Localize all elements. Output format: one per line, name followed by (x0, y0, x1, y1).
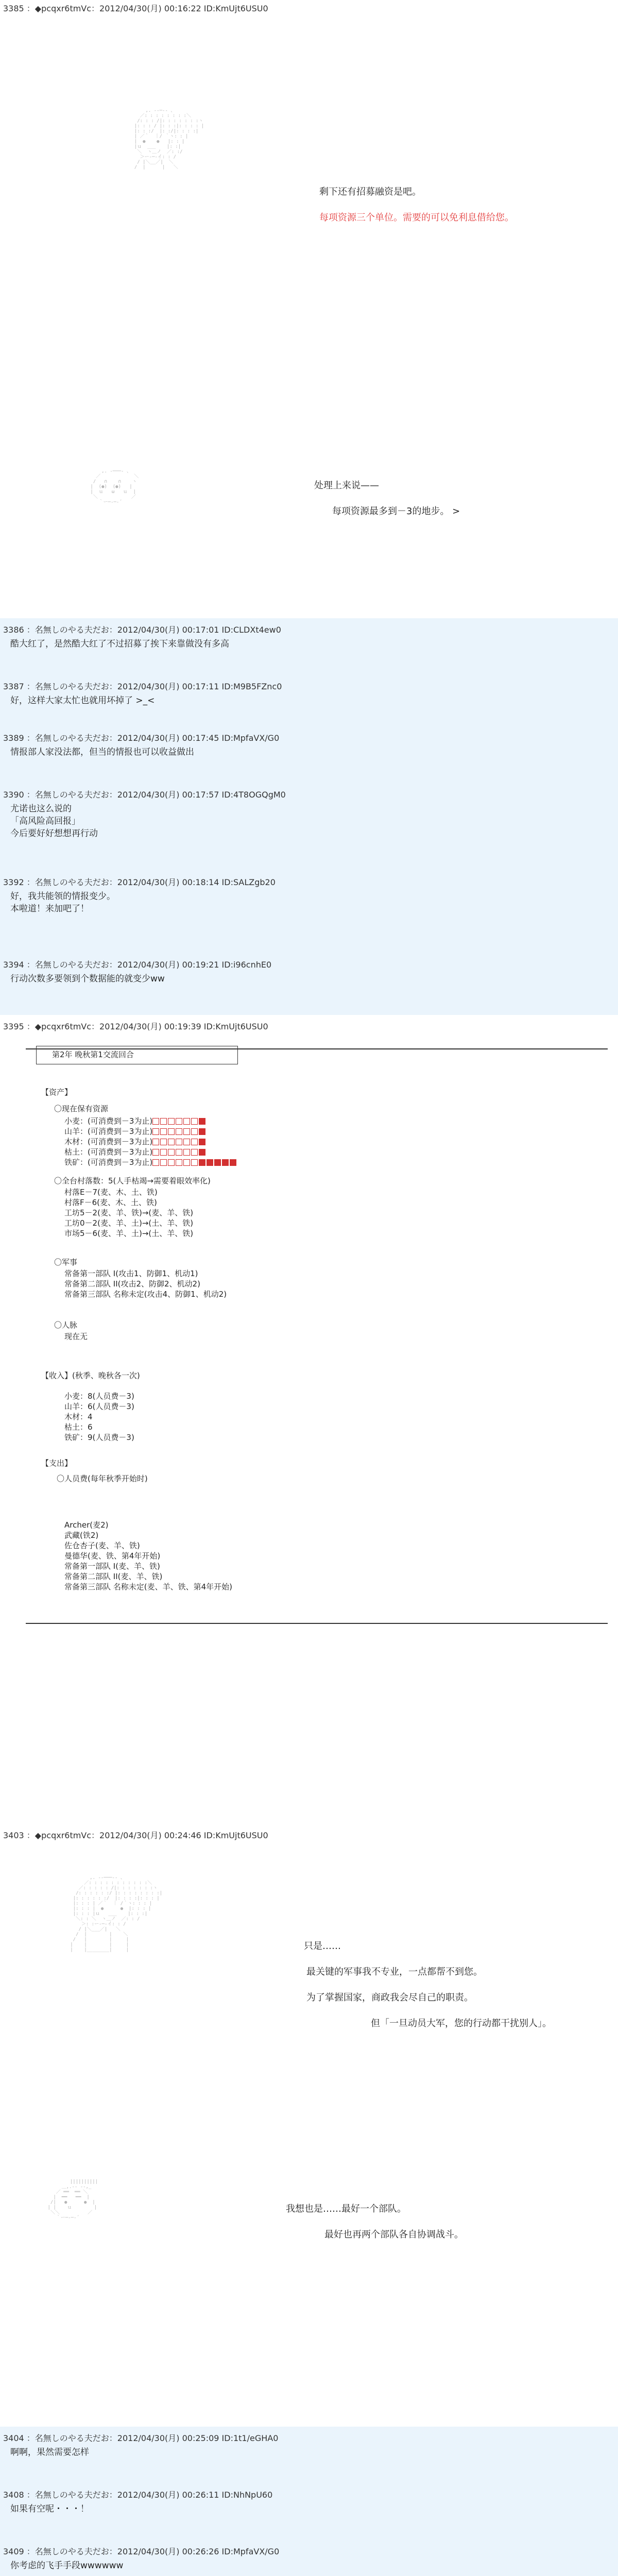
expense-item: 常备第二部队 II(麦、羊、铁) (64, 1572, 163, 1581)
towns-header: 〇全台村落数：5(人手枯竭→需要着眼效率化) (54, 1176, 211, 1185)
ascii-art-face: |||||||||| ＿,.-‐ ‐-,_ ／ ══ ══ ＼ | ━━ ━━ | /| ● ● | | | ｕ | ＼＼ ／ ｀ー─‐─‐´ (47, 2179, 98, 2221)
post-body: 行动次数多要领到个数据能的就变少ww (10, 974, 165, 984)
post-header: 3394 ：名無しのやる夫だお：2012/04/30(月) 00:19:21 ID:i96cnhE0 (3, 960, 272, 970)
expense-list (57, 1473, 469, 1484)
dialog-line: 我想也是……最好一个部队。 (286, 2204, 406, 2214)
personnel-item: 现在无 (64, 1332, 88, 1341)
military-item: 常备第一部队 I(攻击1、防御1、机动1) (64, 1269, 198, 1278)
resource-label: 木材：(可消费到－3为止) (64, 1137, 153, 1146)
post-header: 3409 ：名無しのやる夫だお：2012/04/30(月) 00:26:26 ID:MpfaVX/G0 (3, 2547, 280, 2556)
post-header: 3395 ：◆pcqxr6tmVc：2012/04/30(月) 00:19:39 ID:KmUjt6USU0 (3, 1022, 268, 1031)
post-body: 尤诺也这么说的 「高风险高回报」 今后要好好想想再行动 (10, 804, 98, 839)
dialog-line: 最好也再两个部队各自协调战斗。 (324, 2229, 464, 2240)
post-header: 3385 ：◆pcqxr6tmVc：2012/04/30(月) 00:16:22 ID:KmUjt6USU0 (3, 4, 268, 13)
military-item: 常备第二部队 II(攻击2、防御2、机动2) (64, 1279, 200, 1289)
resource-label: 枯土：(可消费到－3为止) (64, 1147, 153, 1157)
expense-item: 常备第三部队 名称未定(麦、羊、铁、第4年开始) (64, 1582, 233, 1591)
post-header: 3390 ：名無しのやる夫だお：2012/04/30(月) 00:17:57 ID:4T8OGQgM0 (3, 790, 286, 800)
resource-list (64, 1116, 237, 1167)
dialog-line-highlight: 每项资源三个单位。需要的可以免利息借给您。 (319, 212, 514, 223)
personnel-header: 〇人脉 (54, 1320, 78, 1330)
status-title: 第2年 晚秋第1交流回合 (52, 1050, 134, 1059)
post-header: 3403 ：◆pcqxr6tmVc：2012/04/30(月) 00:24:46 ID:KmUjt6USU0 (3, 1831, 268, 1840)
income-item: 山羊：6(人员费－3) (64, 1402, 134, 1411)
post-3387 (0, 675, 618, 726)
income-item: 铁矿：9(人员费－3) (64, 1433, 134, 1442)
income-item: 木材：4 (64, 1412, 93, 1421)
resource-row (64, 1157, 237, 1167)
post-header: 3392 ：名無しのやる夫だお：2012/04/30(月) 00:18:14 ID:SALZgb20 (3, 877, 276, 887)
ascii-art-face: ,. -───- 、 ／ ＼ / ∩ ∩ ヽ | (●) (●) | | ｕ ω ｕ | ＼ ／ ｀ー─‐─‐´ (90, 469, 139, 505)
ascii-art-character: ,. -‐─‐- 、 ／: : : : : : : :＼ /: : : /|: : : : : : :ヽ |: : : / |: : :|: : : : | |: : :/ |: :/|: : : :| | ／｀ ｜/ ｀ヽ: : | | ● ● |: : | |ｕ ___ |: :| ＼ ヽ＿ノ ／: :/ ＞ー‐─‐イ: : / / |＼__／| ＼ / | | ＼ (134, 108, 204, 170)
post-body: 如果有空呢・・・！ (10, 2504, 89, 2514)
ascii-art-character: ,. -‐───‐- 、 ／: : : : : : : : : : :＼ ／: : : : : /|: : : : : : :ヽ /: : : : : :/ |: : : : : : : :| |: : : : : :/ |: : : :|: : : | |: : : | ／｀ ｜ /｀ヽ: : : | |: : : | ● ● |: : : | |: : : |ｕ ___ |: : :| ＼: : ＼ ヽ＿ノ ／: : / ＞: :ー‐─‐イ: : / / |＼___／| ＼ / | | ＼ / | | | | | | | | |________| | (70, 1875, 163, 1953)
post-3404 (0, 2427, 618, 2483)
dialog-line: 只是…… (304, 1941, 341, 1952)
post-3386 (0, 618, 618, 675)
post-3385 (0, 0, 618, 618)
resource-label: 小麦：(可消费到－3为止) (64, 1116, 153, 1126)
town-item: 工坊0－2(麦、羊、土)→(土、羊、铁) (64, 1218, 194, 1228)
post-3390 (0, 783, 618, 871)
post-3395-status-cont (0, 1520, 618, 1654)
post-body: 酷大红了，是然酷大红了不过招募了挨下来靠做没有多高 (10, 639, 229, 649)
holdings-header: 〇现在保有资源 (54, 1104, 109, 1113)
resource-row (64, 1147, 237, 1157)
income-item: 枯土：6 (64, 1422, 93, 1432)
expense-item: 〇人员费(每年秋季开始时) (57, 1474, 148, 1483)
town-list (64, 1187, 193, 1239)
post-body: 啊啊，果然需要怎样 (10, 2447, 89, 2458)
dialog-line: 为了掌握国家，商政我会尽自己的职责。 (306, 1992, 473, 2003)
post-header: 3389 ：名無しのやる夫だお：2012/04/30(月) 00:17:45 ID:MpfaVX/G0 (3, 733, 280, 743)
income-item: 小麦：8(人员费－3) (64, 1392, 134, 1401)
town-item: 工坊5－2(麦、羊、铁)→(麦、羊、铁) (64, 1208, 194, 1217)
post-3392 (0, 871, 618, 953)
dialog-line: 最关键的军事我不专业，一点都帮不到您。 (306, 1967, 483, 1977)
expense-header: 【支出】 (41, 1459, 73, 1468)
dialog-line: 但「一旦动员大军，您的行动都干扰别人」。 (371, 2018, 552, 2029)
town-item: 村落E－7(麦、木、土、铁) (64, 1188, 158, 1197)
post-3389 (0, 726, 618, 783)
resource-label: 山羊：(可消费到－3为止) (64, 1127, 153, 1136)
post-header: 3387 ：名無しのやる夫だお：2012/04/30(月) 00:17:11 ID:M9B5FZnc0 (3, 682, 282, 691)
income-header: 【收入】(秋季、晚秋各一次) (41, 1371, 140, 1380)
post-body: 情报部人家没法都，但当的情报也可以收益做出 (10, 747, 194, 757)
post-body: 好，我共能领的情报变少。 本啦道！来加吧了！ (10, 891, 115, 914)
expense-list-cont (64, 1520, 232, 1592)
divider (26, 1623, 608, 1624)
resource-row (64, 1116, 237, 1126)
dialog-line: 处理上来说—— (314, 480, 379, 491)
expense-item: 佐仓杏子(麦、羊、铁) (64, 1541, 140, 1550)
income-list (64, 1391, 134, 1443)
post-3408 (0, 2483, 618, 2540)
military-list (64, 1268, 227, 1299)
post-3394 (0, 953, 618, 1015)
resource-row (64, 1137, 237, 1147)
post-3395-status (0, 1015, 618, 1520)
post-header: 3408 ：名無しのやる夫だお：2012/04/30(月) 00:26:11 ID:NhNpU60 (3, 2490, 273, 2500)
dialog-line: 每项资源最多到－3的地步。 > (332, 506, 460, 517)
post-3409 (0, 2540, 618, 2576)
expense-item: 常备第一部队 I(麦、羊、铁) (64, 1562, 160, 1571)
divider (26, 1048, 608, 1049)
post-header: 3404 ：名無しのやる夫だお：2012/04/30(月) 00:25:09 ID:1t1/eGHA0 (3, 2433, 279, 2443)
dialog-line: 剩下还有招募融资是吧。 (319, 187, 421, 197)
expense-item: 武藏(铁2) (64, 1531, 99, 1540)
resource-row (64, 1126, 237, 1137)
expense-item: 曼德华(麦、铁、第4年开始) (64, 1551, 161, 1561)
resources-header: 【资产】 (41, 1088, 73, 1097)
post-header: 3386 ：名無しのやる夫だお：2012/04/30(月) 00:17:01 ID:CLDXt4ew0 (3, 625, 281, 635)
post-3403 (0, 1654, 618, 2427)
post-body: 好，这样大家太忙也就用坏掉了 >_< (10, 696, 155, 706)
expense-item: Archer(麦2) (64, 1520, 109, 1530)
resource-label: 铁矿：(可消费到－3为止) (64, 1158, 153, 1167)
military-header: 〇军事 (54, 1258, 78, 1267)
post-body: 你考虑的飞手手段wwwwww (10, 2561, 124, 2571)
town-item: 市场5－6(麦、羊、土)→(土、羊、铁) (64, 1229, 194, 1238)
military-item: 常备第三部队 名称未定(攻击4、防御1、机动2) (64, 1290, 227, 1299)
town-item: 村落F－6(麦、木、土、铁) (64, 1198, 157, 1207)
